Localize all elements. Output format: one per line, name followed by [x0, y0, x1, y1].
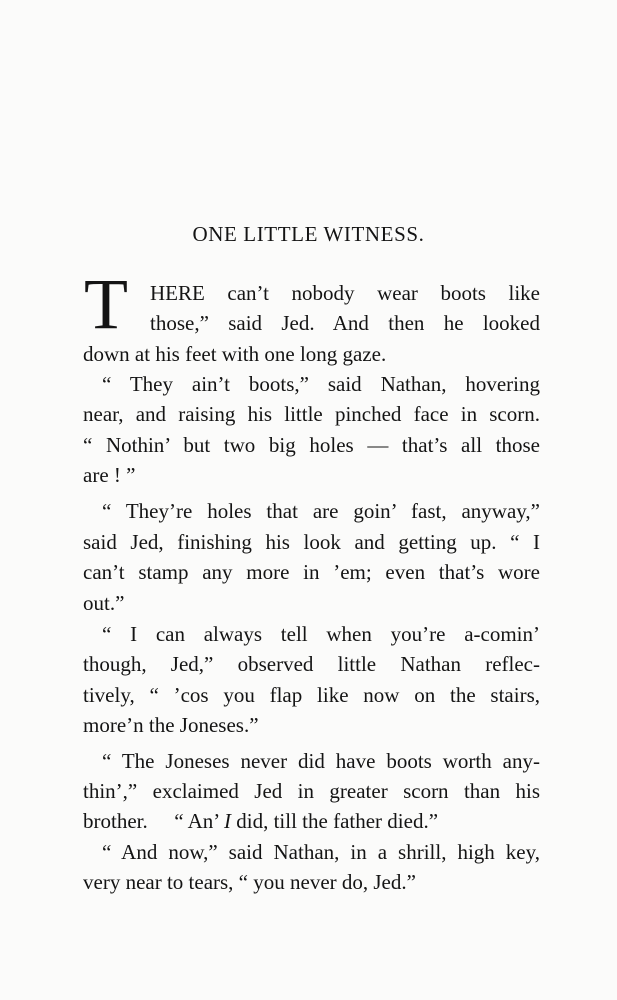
- text-line: those,” said Jed. And then he looked: [150, 311, 540, 335]
- chapter-title: ONE LITTLE WITNESS.: [192, 222, 425, 246]
- text-segment: did, till the father died.”: [236, 809, 439, 833]
- text-line: said Jed, finishing his look and getting up. “ I: [83, 530, 540, 554]
- text-line: “ Nothin’ but two big holes — that’s all those: [83, 433, 540, 457]
- text-line: down at his feet with one long gaze.: [83, 342, 387, 366]
- text-line: tively, “ ’cos you flap like now on the stairs,: [83, 683, 540, 707]
- text-line: near, and raising his little pinched face in scorn.: [83, 402, 540, 426]
- text-line: “ They ain’t boots,” said Nathan, hovering: [102, 372, 540, 396]
- text-line: “ And now,” said Nathan, in a shrill, high key,: [102, 840, 540, 864]
- text-line: out.”: [83, 591, 125, 615]
- text-segment: “ An’: [174, 809, 219, 833]
- text-line: can’t stamp any more in ’em; even that’s wore: [83, 560, 540, 584]
- text-line: HERE can’t nobody wear boots like: [150, 281, 540, 305]
- text-line: “ The Joneses never did have boots worth any-: [102, 749, 540, 773]
- text-line: [83, 806, 438, 836]
- text-segment: brother.: [83, 809, 148, 833]
- drop-cap-letter: T: [84, 264, 128, 344]
- text-line: though, Jed,” observed little Nathan reflec-: [83, 652, 540, 676]
- text-line: are ! ”: [83, 463, 136, 487]
- text-line: “ I can always tell when you’re a-comin’: [102, 622, 540, 646]
- emphasis-text: I: [224, 809, 231, 833]
- text-line: very near to tears, “ you never do, Jed.”: [83, 870, 416, 894]
- text-line: more’n the Joneses.”: [83, 713, 259, 737]
- text-line: “ They’re holes that are goin’ fast, anyway,”: [102, 499, 540, 523]
- text-line: thin’,” exclaimed Jed in greater scorn than his: [83, 779, 540, 803]
